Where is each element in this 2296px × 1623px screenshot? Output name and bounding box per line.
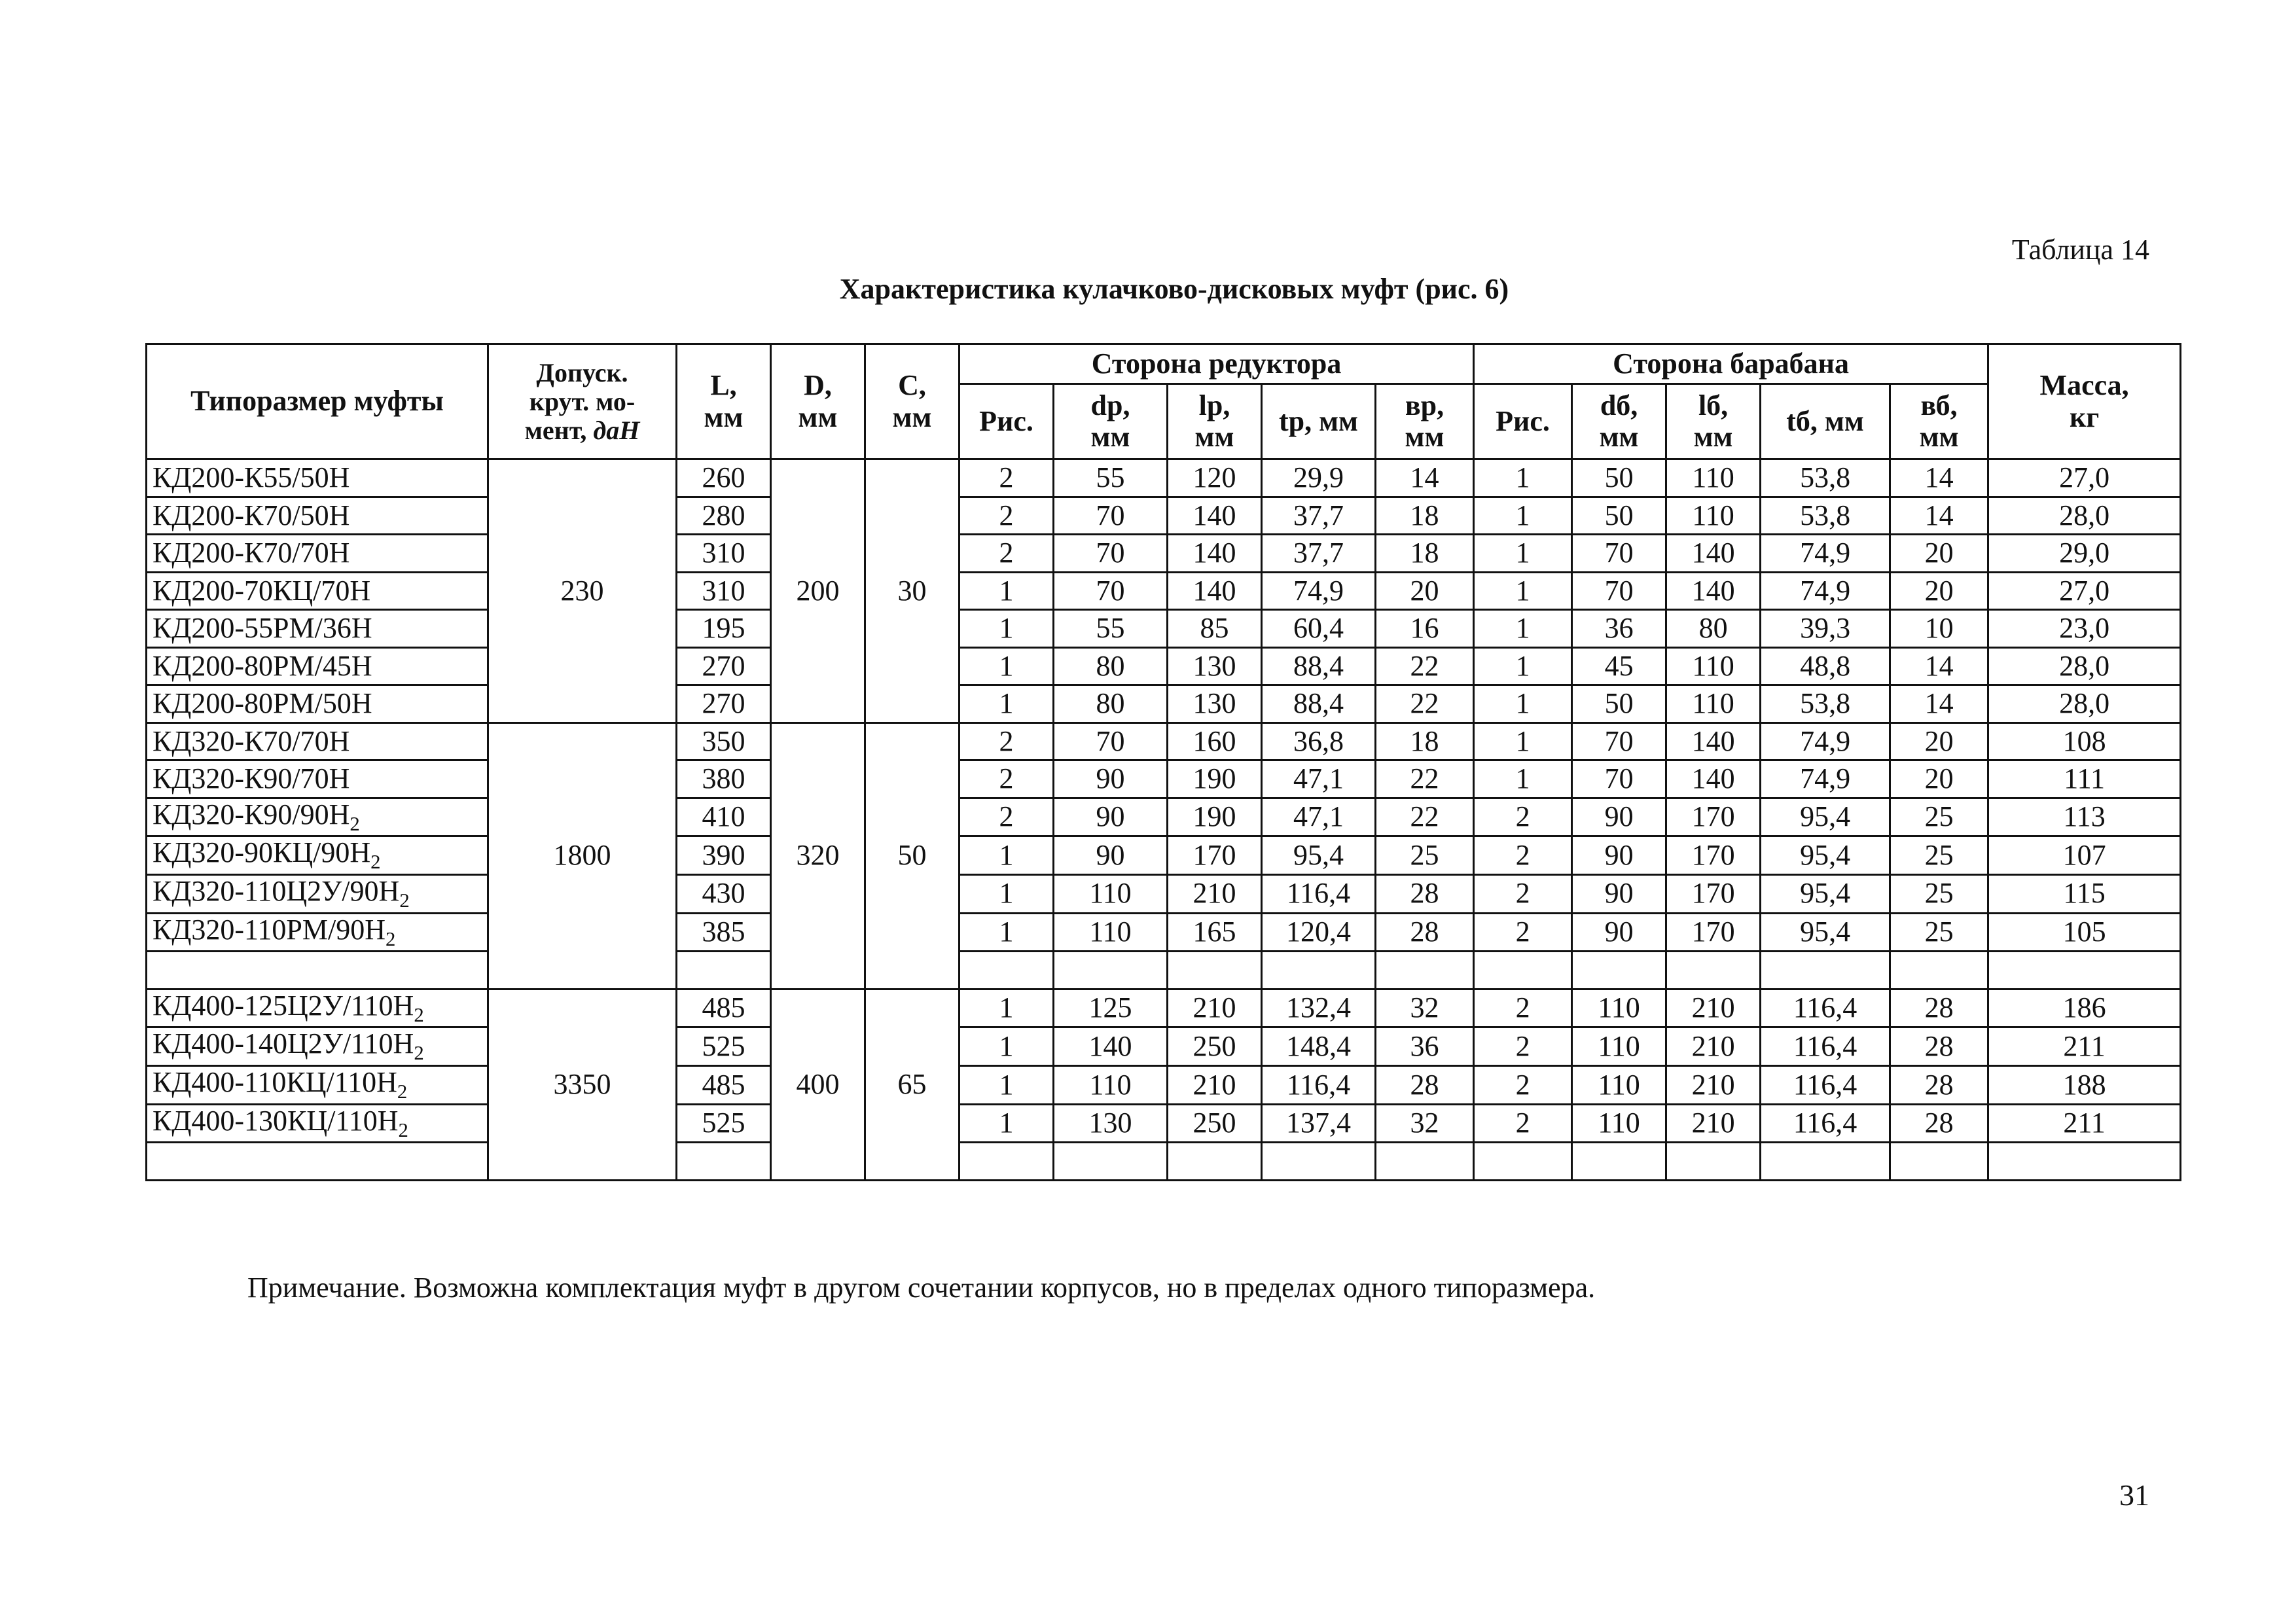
table-row: [147, 798, 2181, 836]
C-cell: 50: [865, 722, 960, 989]
lb-cell: 140: [1666, 572, 1761, 610]
dp-cell: 70: [1054, 572, 1168, 610]
bp-cell: 22: [1376, 685, 1474, 723]
dp-cell: 55: [1054, 459, 1168, 497]
L-cell: 380: [677, 760, 771, 798]
table-row: [147, 572, 2181, 610]
C-cell: 65: [865, 989, 960, 1180]
mass-cell: 27,0: [1988, 572, 2181, 610]
db-cell: [1572, 1143, 1666, 1181]
bp-cell: 18: [1376, 722, 1474, 760]
table-row: [147, 989, 2181, 1027]
L-cell: 270: [677, 685, 771, 723]
bp-cell: 36: [1376, 1027, 1474, 1066]
tp-cell: 36,8: [1262, 722, 1376, 760]
tb-cell: 48,8: [1761, 647, 1890, 685]
fb-cell: 2: [1474, 836, 1572, 875]
tb-cell: 74,9: [1761, 760, 1890, 798]
lb-cell: 110: [1666, 685, 1761, 723]
size-cell: [147, 952, 488, 990]
bp-cell: 22: [1376, 760, 1474, 798]
table-row: [147, 1066, 2181, 1105]
bp-cell: 32: [1376, 1104, 1474, 1143]
coupling-spec-table: [145, 343, 2181, 1181]
db-cell: 70: [1572, 722, 1666, 760]
size-cell: $КД400-110КЦ/110Н_2$: [147, 1066, 488, 1105]
bp-cell: [1376, 1143, 1474, 1181]
lb-cell: 140: [1666, 760, 1761, 798]
footnote: Примечание. Возможна комплектация муфт в другом сочетании корпусов, но в пределах одного типоразмера.: [247, 1272, 1596, 1304]
fr-cell: 2: [960, 497, 1054, 535]
torque-cell: 230: [488, 459, 677, 723]
lp-cell: 250: [1168, 1027, 1262, 1066]
db-cell: 110: [1572, 1027, 1666, 1066]
lp-cell: [1168, 952, 1262, 990]
mass-cell: 211: [1988, 1104, 2181, 1143]
db-cell: 50: [1572, 685, 1666, 723]
lb-cell: 170: [1666, 836, 1761, 875]
D-cell: 400: [771, 989, 865, 1180]
L-cell: 485: [677, 1066, 771, 1105]
dp-cell: [1054, 1143, 1168, 1181]
fb-cell: [1474, 1143, 1572, 1181]
table-row: [147, 722, 2181, 760]
mass-cell: 188: [1988, 1066, 2181, 1105]
lp-cell: 190: [1168, 798, 1262, 836]
bb-cell: 20: [1890, 535, 1988, 573]
db-cell: 90: [1572, 798, 1666, 836]
header-lp: lр, мм: [1168, 384, 1262, 459]
bb-cell: 14: [1890, 685, 1988, 723]
lp-cell: 85: [1168, 610, 1262, 648]
fr-cell: [960, 1143, 1054, 1181]
dp-cell: 130: [1054, 1104, 1168, 1143]
lb-cell: 210: [1666, 1027, 1761, 1066]
table-row: [147, 647, 2181, 685]
fb-cell: 2: [1474, 1027, 1572, 1066]
tb-cell: 39,3: [1761, 610, 1890, 648]
bp-cell: 14: [1376, 459, 1474, 497]
table-row: [147, 836, 2181, 875]
lb-cell: 210: [1666, 1104, 1761, 1143]
fr-cell: 1: [960, 572, 1054, 610]
L-cell: 485: [677, 989, 771, 1027]
C-cell: 30: [865, 459, 960, 723]
L-cell: 270: [677, 647, 771, 685]
fr-cell: 2: [960, 459, 1054, 497]
size-cell: КД200-70КЦ/70Н: [147, 572, 488, 610]
L-cell: 280: [677, 497, 771, 535]
lp-cell: 160: [1168, 722, 1262, 760]
fb-cell: 1: [1474, 722, 1572, 760]
L-cell: 430: [677, 874, 771, 913]
size-cell: [147, 1143, 488, 1181]
tb-cell: 95,4: [1761, 798, 1890, 836]
fb-cell: 2: [1474, 913, 1572, 952]
bp-cell: 20: [1376, 572, 1474, 610]
size-cell: КД320-К70/70Н: [147, 722, 488, 760]
dp-cell: 90: [1054, 836, 1168, 875]
db-cell: 70: [1572, 760, 1666, 798]
fr-cell: 1: [960, 647, 1054, 685]
tp-cell: 88,4: [1262, 647, 1376, 685]
L-cell: [677, 1143, 771, 1181]
mass-cell: 186: [1988, 989, 2181, 1027]
L-cell: 310: [677, 535, 771, 573]
mass-cell: 113: [1988, 798, 2181, 836]
lb-cell: 140: [1666, 722, 1761, 760]
L-cell: 390: [677, 836, 771, 875]
lb-cell: [1666, 952, 1761, 990]
size-cell: КД200-55РМ/36Н: [147, 610, 488, 648]
size-cell: $КД400-130КЦ/110Н_2$: [147, 1104, 488, 1143]
L-cell: 310: [677, 572, 771, 610]
mass-cell: 28,0: [1988, 647, 2181, 685]
lp-cell: 210: [1168, 1066, 1262, 1105]
bb-cell: 10: [1890, 610, 1988, 648]
header-bp: вр, мм: [1376, 384, 1474, 459]
tb-cell: 116,4: [1761, 1027, 1890, 1066]
bp-cell: 32: [1376, 989, 1474, 1027]
D-cell: 320: [771, 722, 865, 989]
size-cell: КД200-80РМ/45Н: [147, 647, 488, 685]
header-torque: Допуск. крут. мо- мент, даН: [488, 344, 677, 459]
lb-cell: 170: [1666, 913, 1761, 952]
table-row: [147, 610, 2181, 648]
size-cell: КД200-К70/70Н: [147, 535, 488, 573]
size-cell: КД320-К90/70Н: [147, 760, 488, 798]
tp-cell: 116,4: [1262, 1066, 1376, 1105]
mass-cell: 23,0: [1988, 610, 2181, 648]
table-row: [147, 459, 2181, 497]
tp-cell: [1262, 1143, 1376, 1181]
L-cell: 350: [677, 722, 771, 760]
mass-cell: 28,0: [1988, 685, 2181, 723]
header-mass: Масса, кг: [1988, 344, 2181, 459]
lb-cell: 110: [1666, 497, 1761, 535]
bp-cell: 28: [1376, 913, 1474, 952]
lp-cell: 140: [1168, 497, 1262, 535]
header-fig-drum: Рис.: [1474, 384, 1572, 459]
fr-cell: 1: [960, 685, 1054, 723]
fr-cell: 1: [960, 1104, 1054, 1143]
mass-cell: 27,0: [1988, 459, 2181, 497]
lb-cell: 170: [1666, 874, 1761, 913]
tb-cell: 95,4: [1761, 836, 1890, 875]
D-cell: 200: [771, 459, 865, 723]
db-cell: [1572, 952, 1666, 990]
fb-cell: 1: [1474, 497, 1572, 535]
dp-cell: 110: [1054, 874, 1168, 913]
dp-cell: 90: [1054, 798, 1168, 836]
tp-cell: 37,7: [1262, 497, 1376, 535]
L-cell: 525: [677, 1104, 771, 1143]
lp-cell: 165: [1168, 913, 1262, 952]
header-size: Типоразмер муфты: [147, 344, 488, 459]
tp-cell: 132,4: [1262, 989, 1376, 1027]
lp-cell: 250: [1168, 1104, 1262, 1143]
header-L: L, мм: [677, 344, 771, 459]
bb-cell: 28: [1890, 1104, 1988, 1143]
size-cell: КД200-К55/50Н: [147, 459, 488, 497]
lp-cell: 210: [1168, 874, 1262, 913]
header-C: C, мм: [865, 344, 960, 459]
db-cell: 70: [1572, 535, 1666, 573]
db-cell: 110: [1572, 989, 1666, 1027]
dp-cell: 70: [1054, 722, 1168, 760]
L-cell: 410: [677, 798, 771, 836]
fb-cell: 1: [1474, 685, 1572, 723]
tp-cell: 60,4: [1262, 610, 1376, 648]
lb-cell: 80: [1666, 610, 1761, 648]
torque-cell: 1800: [488, 722, 677, 989]
L-cell: [677, 952, 771, 990]
dp-cell: 110: [1054, 1066, 1168, 1105]
size-cell: $КД400-140Ц2У/110Н_2$: [147, 1027, 488, 1066]
fb-cell: 1: [1474, 572, 1572, 610]
dp-cell: [1054, 952, 1168, 990]
size-cell: $КД400-125Ц2У/110Н_2$: [147, 989, 488, 1027]
size-cell: $КД320-90КЦ/90Н_2$: [147, 836, 488, 875]
table-row: [147, 913, 2181, 952]
fr-cell: [960, 952, 1054, 990]
mass-cell: 211: [1988, 1027, 2181, 1066]
bb-cell: 14: [1890, 497, 1988, 535]
tb-cell: 116,4: [1761, 989, 1890, 1027]
torque-cell: 3350: [488, 989, 677, 1180]
size-cell: $КД320-110Ц2У/90Н_2$: [147, 874, 488, 913]
lp-cell: 190: [1168, 760, 1262, 798]
tb-cell: 116,4: [1761, 1066, 1890, 1105]
bp-cell: 18: [1376, 497, 1474, 535]
fr-cell: 1: [960, 913, 1054, 952]
db-cell: 90: [1572, 913, 1666, 952]
L-cell: 195: [677, 610, 771, 648]
bb-cell: 14: [1890, 647, 1988, 685]
db-cell: 110: [1572, 1066, 1666, 1105]
tp-cell: 116,4: [1262, 874, 1376, 913]
tp-cell: 120,4: [1262, 913, 1376, 952]
lb-cell: 170: [1666, 798, 1761, 836]
fr-cell: 2: [960, 535, 1054, 573]
table-row: [147, 760, 2181, 798]
bp-cell: 22: [1376, 798, 1474, 836]
table-title: Характеристика кулачково-дисковых муфт (рис. 6): [839, 273, 1509, 305]
bb-cell: 20: [1890, 760, 1988, 798]
bp-cell: 28: [1376, 874, 1474, 913]
db-cell: 70: [1572, 572, 1666, 610]
fb-cell: 1: [1474, 760, 1572, 798]
tp-cell: 29,9: [1262, 459, 1376, 497]
bp-cell: 16: [1376, 610, 1474, 648]
dp-cell: 70: [1054, 535, 1168, 573]
table-row: [147, 1104, 2181, 1143]
bp-cell: 25: [1376, 836, 1474, 875]
tp-cell: 137,4: [1262, 1104, 1376, 1143]
dp-cell: 90: [1054, 760, 1168, 798]
fr-cell: 2: [960, 798, 1054, 836]
bb-cell: 28: [1890, 1066, 1988, 1105]
header-bb: вб, мм: [1890, 384, 1988, 459]
fb-cell: 2: [1474, 989, 1572, 1027]
fb-cell: 1: [1474, 459, 1572, 497]
bb-cell: 14: [1890, 459, 1988, 497]
size-cell: $КД320-110РМ/90Н_2$: [147, 913, 488, 952]
size-cell: КД200-80РМ/50Н: [147, 685, 488, 723]
table-row: [147, 497, 2181, 535]
dp-cell: 125: [1054, 989, 1168, 1027]
dp-cell: 55: [1054, 610, 1168, 648]
bp-cell: [1376, 952, 1474, 990]
tp-cell: [1262, 952, 1376, 990]
lp-cell: 170: [1168, 836, 1262, 875]
size-cell: $КД320-К90/90Н_2$: [147, 798, 488, 836]
tp-cell: 74,9: [1262, 572, 1376, 610]
fr-cell: 1: [960, 989, 1054, 1027]
fr-cell: 1: [960, 836, 1054, 875]
tb-cell: 95,4: [1761, 913, 1890, 952]
lp-cell: 140: [1168, 535, 1262, 573]
dp-cell: 140: [1054, 1027, 1168, 1066]
tb-cell: 74,9: [1761, 572, 1890, 610]
page-number: 31: [2119, 1478, 2149, 1512]
mass-cell: 115: [1988, 874, 2181, 913]
db-cell: 50: [1572, 459, 1666, 497]
bb-cell: 25: [1890, 874, 1988, 913]
fb-cell: 2: [1474, 1104, 1572, 1143]
fr-cell: 1: [960, 874, 1054, 913]
tp-cell: 88,4: [1262, 685, 1376, 723]
size-cell: КД200-К70/50Н: [147, 497, 488, 535]
lp-cell: 130: [1168, 685, 1262, 723]
dp-cell: 70: [1054, 497, 1168, 535]
table-row: [147, 1143, 2181, 1181]
mass-cell: [1988, 1143, 2181, 1181]
table-row: [147, 952, 2181, 990]
tb-cell: 53,8: [1761, 459, 1890, 497]
fb-cell: 1: [1474, 647, 1572, 685]
fb-cell: 2: [1474, 798, 1572, 836]
db-cell: 45: [1572, 647, 1666, 685]
db-cell: 110: [1572, 1104, 1666, 1143]
tb-cell: 74,9: [1761, 722, 1890, 760]
bb-cell: 20: [1890, 722, 1988, 760]
tb-cell: 53,8: [1761, 685, 1890, 723]
tb-cell: 53,8: [1761, 497, 1890, 535]
dp-cell: 80: [1054, 685, 1168, 723]
lp-cell: [1168, 1143, 1262, 1181]
tb-cell: [1761, 952, 1890, 990]
fr-cell: 1: [960, 1066, 1054, 1105]
L-cell: 525: [677, 1027, 771, 1066]
header-tb: tб, мм: [1761, 384, 1890, 459]
table-label: Таблица 14: [2011, 234, 2149, 266]
bb-cell: [1890, 1143, 1988, 1181]
fb-cell: [1474, 952, 1572, 990]
lb-cell: 110: [1666, 647, 1761, 685]
tb-cell: 116,4: [1761, 1104, 1890, 1143]
lb-cell: 140: [1666, 535, 1761, 573]
mass-cell: 107: [1988, 836, 2181, 875]
tp-cell: 47,1: [1262, 760, 1376, 798]
header-tp: tр, мм: [1262, 384, 1376, 459]
dp-cell: 80: [1054, 647, 1168, 685]
table-row: [147, 1027, 2181, 1066]
fr-cell: 2: [960, 760, 1054, 798]
tp-cell: 37,7: [1262, 535, 1376, 573]
bb-cell: 28: [1890, 989, 1988, 1027]
fb-cell: 1: [1474, 610, 1572, 648]
table-row: [147, 685, 2181, 723]
L-cell: 260: [677, 459, 771, 497]
bp-cell: 28: [1376, 1066, 1474, 1105]
bb-cell: 28: [1890, 1027, 1988, 1066]
lp-cell: 130: [1168, 647, 1262, 685]
lb-cell: 110: [1666, 459, 1761, 497]
tb-cell: 95,4: [1761, 874, 1890, 913]
mass-cell: 108: [1988, 722, 2181, 760]
L-cell: 385: [677, 913, 771, 952]
fb-cell: 2: [1474, 874, 1572, 913]
table-row: [147, 535, 2181, 573]
bb-cell: 20: [1890, 572, 1988, 610]
fb-cell: 1: [1474, 535, 1572, 573]
lp-cell: 210: [1168, 989, 1262, 1027]
bb-cell: 25: [1890, 836, 1988, 875]
fr-cell: 1: [960, 1027, 1054, 1066]
bb-cell: 25: [1890, 913, 1988, 952]
tp-cell: 95,4: [1262, 836, 1376, 875]
lb-cell: 210: [1666, 1066, 1761, 1105]
tp-cell: 148,4: [1262, 1027, 1376, 1066]
header-db: dб, мм: [1572, 384, 1666, 459]
mass-cell: 28,0: [1988, 497, 2181, 535]
tb-cell: 74,9: [1761, 535, 1890, 573]
db-cell: 90: [1572, 836, 1666, 875]
mass-cell: 111: [1988, 760, 2181, 798]
fr-cell: 2: [960, 722, 1054, 760]
mass-cell: 105: [1988, 913, 2181, 952]
header-reducer-side: Сторона редуктора: [960, 344, 1474, 384]
bp-cell: 18: [1376, 535, 1474, 573]
lp-cell: 120: [1168, 459, 1262, 497]
tb-cell: [1761, 1143, 1890, 1181]
header-lb: lб, мм: [1666, 384, 1761, 459]
table-row: [147, 874, 2181, 913]
header-fig-reducer: Рис.: [960, 384, 1054, 459]
db-cell: 50: [1572, 497, 1666, 535]
mass-cell: 29,0: [1988, 535, 2181, 573]
bb-cell: 25: [1890, 798, 1988, 836]
dp-cell: 110: [1054, 913, 1168, 952]
fr-cell: 1: [960, 610, 1054, 648]
mass-cell: [1988, 952, 2181, 990]
db-cell: 90: [1572, 874, 1666, 913]
lb-cell: [1666, 1143, 1761, 1181]
header-D: D, мм: [771, 344, 865, 459]
lp-cell: 140: [1168, 572, 1262, 610]
header-dp: dр, мм: [1054, 384, 1168, 459]
header-drum-side: Сторона барабана: [1474, 344, 1988, 384]
bp-cell: 22: [1376, 647, 1474, 685]
lb-cell: 210: [1666, 989, 1761, 1027]
table-body: [147, 459, 2181, 1181]
fb-cell: 2: [1474, 1066, 1572, 1105]
db-cell: 36: [1572, 610, 1666, 648]
bb-cell: [1890, 952, 1988, 990]
tp-cell: 47,1: [1262, 798, 1376, 836]
